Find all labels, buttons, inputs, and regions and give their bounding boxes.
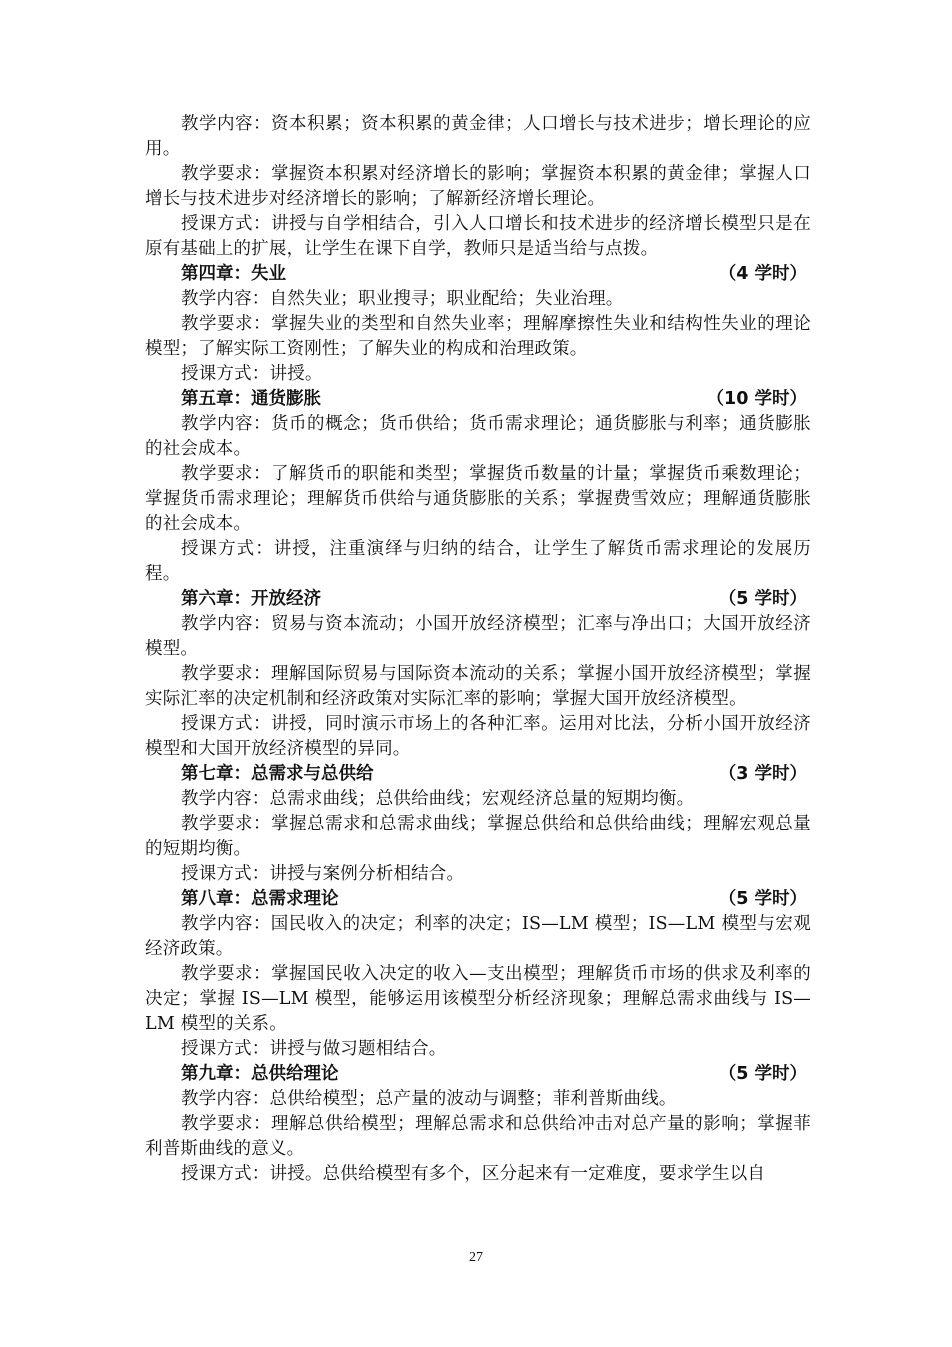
paragraph: 授课方式：讲授，注重演绎与归纳的结合，让学生了解货币需求理论的发展历程。 (145, 539, 811, 584)
paragraph: 教学内容：货币的概念；货币供给；货币需求理论；通货膨胀与利率；通货膨胀的社会成本。 (145, 414, 811, 459)
document-body (145, 112, 811, 1187)
chapter-title: 第五章：通货膨胀 (181, 389, 321, 409)
paragraph: 授课方式：讲授与案例分析相结合。 (181, 864, 465, 884)
chapter-title: 第六章：开放经济 (181, 589, 321, 609)
chapter-heading (145, 887, 811, 912)
chapter-hours: （3 学时） (718, 764, 807, 784)
chapter-hours: （4 学时） (718, 264, 807, 284)
chapter-title: 第八章：总需求理论 (181, 889, 339, 909)
chapter-heading (145, 262, 811, 287)
page-number: 27 (469, 1250, 483, 1265)
chapter-hours: （10 学时） (706, 389, 807, 409)
paragraph: 教学内容：贸易与资本流动；小国开放经济模型；汇率与净出口；大国开放经济模型。 (145, 614, 811, 659)
paragraph: 教学内容：自然失业；职业搜寻；职业配给；失业治理。 (181, 289, 624, 309)
paragraph: 授课方式：讲授，同时演示市场上的各种汇率。运用对比法，分析小国开放经济模型和大国开放经济模型的异同。 (145, 714, 811, 759)
paragraph: 教学要求：掌握资本积累对经济增长的影响；掌握资本积累的黄金律；掌握人口增长与技术进步对经济增长的影响；了解新经济增长理论。 (145, 164, 811, 209)
paragraph: 教学要求：理解国际贸易与国际资本流动的关系；掌握小国开放经济模型；掌握实际汇率的决定机制和经济政策对实际汇率的影响；掌握大国开放经济模型。 (145, 664, 811, 709)
paragraph: 教学要求：了解货币的职能和类型；掌握货币数量的计量；掌握货币乘数理论；掌握货币需求理论；理解货币供给与通货膨胀的关系；掌握费雪效应；理解通货膨胀的社会成本。 (145, 464, 811, 534)
paragraph: 教学要求：掌握总需求和总需求曲线；掌握总供给和总供给曲线；理解宏观总量的短期均衡。 (145, 814, 811, 859)
chapter-heading (145, 762, 811, 787)
chapter-heading (145, 587, 811, 612)
paragraph: 教学要求：掌握国民收入决定的收入—支出模型；理解货币市场的供求及利率的决定；掌握 IS—LM 模型，能够运用该模型分析经济现象；理解总需求曲线与 IS—LM 模型的关系。 (145, 964, 811, 1034)
paragraph: 教学要求：理解总供给模型；理解总需求和总供给冲击对总产量的影响；掌握菲利普斯曲线的意义。 (145, 1114, 811, 1159)
paragraph: 授课方式：讲授。 (181, 364, 323, 384)
chapter-title: 第四章：失业 (181, 264, 286, 284)
paragraph: 教学内容：总供给模型；总产量的波动与调整；菲利普斯曲线。 (181, 1089, 677, 1109)
chapter-heading (145, 1062, 811, 1087)
paragraph: 授课方式：讲授与自学相结合，引入人口增长和技术进步的经济增长模型只是在原有基础上的扩展，让学生在课下自学，教师只是适当给与点拨。 (145, 214, 811, 259)
chapter-title: 第九章：总供给理论 (181, 1064, 339, 1084)
paragraph: 授课方式：讲授与做习题相结合。 (181, 1039, 447, 1059)
chapter-hours: （5 学时） (718, 889, 807, 909)
paragraph: 教学内容：总需求曲线；总供给曲线；宏观经济总量的短期均衡。 (181, 789, 695, 809)
paragraph: 教学内容：资本积累；资本积累的黄金律；人口增长与技术进步；增长理论的应用。 (145, 114, 811, 159)
paragraph: 教学要求：掌握失业的类型和自然失业率；理解摩擦性失业和结构性失业的理论模型；了解实际工资刚性；了解失业的构成和治理政策。 (145, 314, 811, 359)
paragraph: 授课方式：讲授。总供给模型有多个，区分起来有一定难度，要求学生以自 (181, 1164, 766, 1184)
chapter-hours: （5 学时） (718, 589, 807, 609)
chapter-heading (145, 387, 811, 412)
chapter-hours: （5 学时） (718, 1064, 807, 1084)
paragraph: 教学内容：国民收入的决定；利率的决定；IS—LM 模型；IS—LM 模型与宏观经济政策。 (145, 914, 811, 959)
chapter-title: 第七章：总需求与总供给 (181, 764, 374, 784)
